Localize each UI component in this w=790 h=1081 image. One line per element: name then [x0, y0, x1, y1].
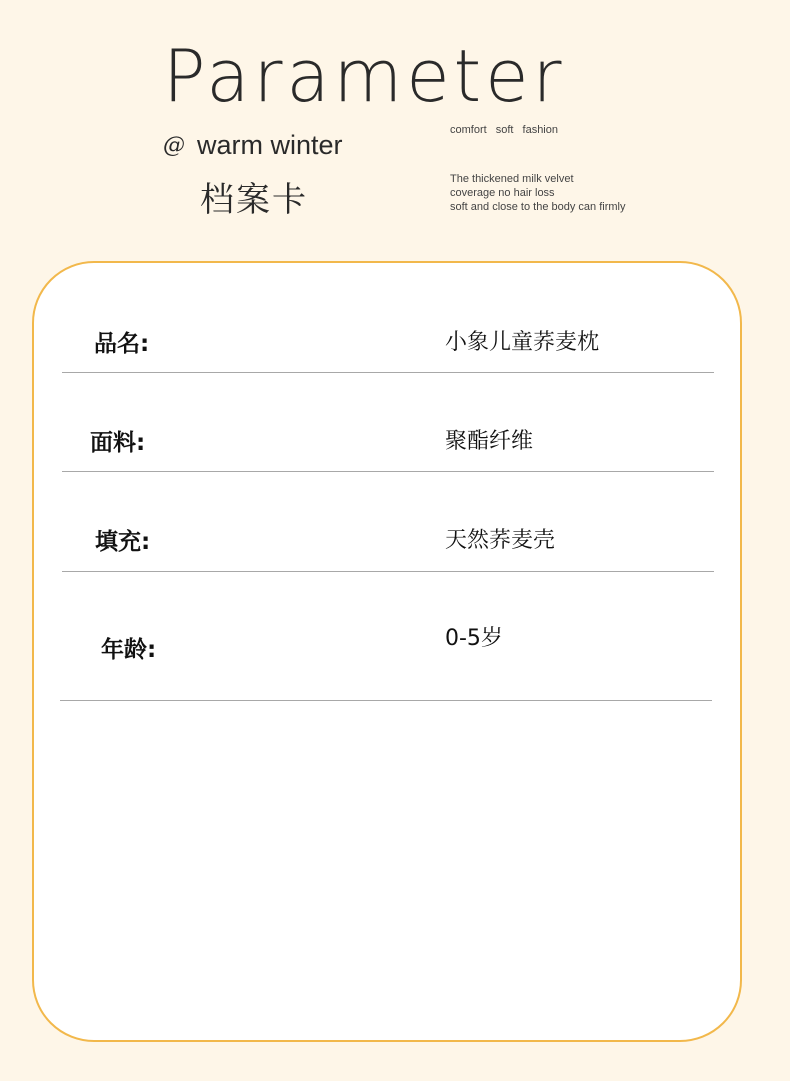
subtitle-text: warm winter — [197, 130, 343, 160]
divider — [62, 571, 714, 572]
tagline: comfort soft fashion — [450, 124, 558, 136]
row-value: 小象儿童荞麦枕 — [445, 330, 600, 355]
row-label: 填充: — [95, 529, 151, 555]
description-line: The thickened milk velvet — [450, 173, 574, 185]
at-icon: @ — [163, 133, 185, 158]
parameter-card — [32, 261, 742, 1042]
row-label: 面料: — [90, 430, 146, 456]
description-line: soft and close to the body can firmly — [450, 201, 626, 213]
divider — [60, 700, 712, 701]
divider — [62, 471, 714, 472]
row-label: 年龄: — [101, 637, 157, 663]
description — [450, 172, 625, 214]
divider — [62, 372, 714, 373]
subtitle — [163, 130, 343, 161]
page-title: Parameter — [163, 34, 566, 118]
row-value: 0-5岁 — [445, 626, 503, 651]
description-line: coverage no hair loss — [450, 187, 555, 199]
row-value: 天然荞麦壳 — [445, 528, 556, 553]
row-value: 聚酯纤维 — [445, 429, 534, 454]
row-label: 品名: — [94, 331, 150, 357]
card-title: 档案卡 — [200, 180, 308, 220]
